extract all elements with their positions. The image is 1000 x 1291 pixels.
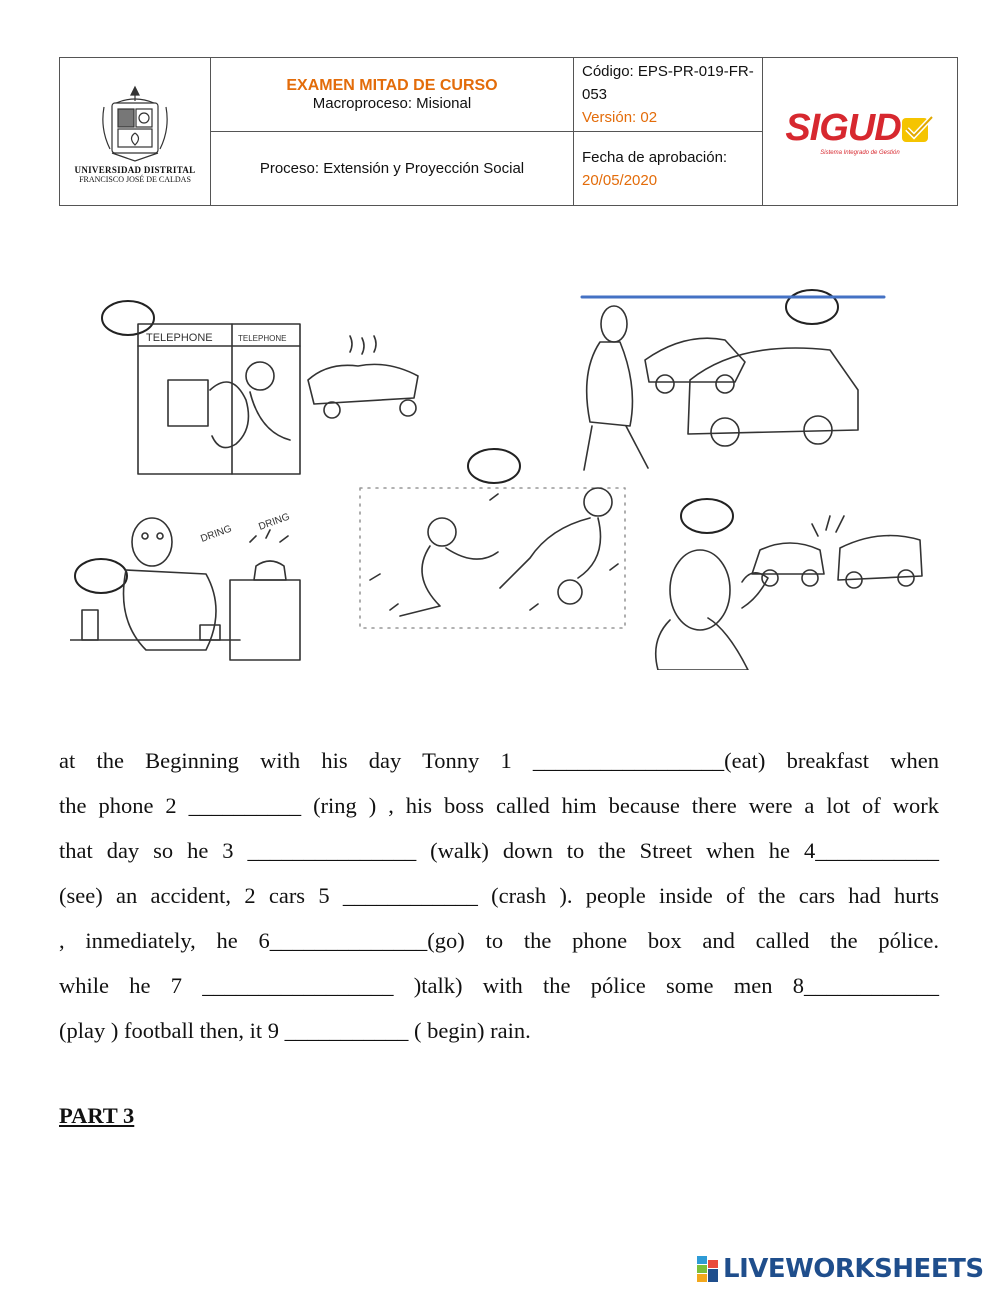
proceso-cell <box>211 132 574 206</box>
answer-bubble-2[interactable] <box>786 290 838 324</box>
answer-bubble-4[interactable] <box>681 499 733 533</box>
car-crash-scene <box>656 516 922 670</box>
liveworksheets-blocks-icon <box>697 1256 719 1282</box>
sigud-logo-text: SIGUD <box>785 107 901 149</box>
walking-man-scene <box>582 297 884 470</box>
answer-bubble-3[interactable] <box>468 449 520 483</box>
exam-title: EXAMEN MITAD DE CURSO <box>286 77 498 94</box>
fecha-cell <box>574 132 763 206</box>
part-heading: PART 3 <box>59 1103 135 1128</box>
paragraph-line-5: , inmediately, he 6______________(go) to the phone box and called the pólice. <box>59 928 939 953</box>
sigud-subtitle: Sistema Integrado de Gestión <box>820 150 900 156</box>
telephone-sign-2: TELEPHONE <box>238 334 287 343</box>
liveworksheets-logo <box>697 1254 984 1284</box>
proceso-label: Proceso: Extensión y Proyección Social <box>259 160 525 177</box>
story-paragraph <box>59 738 939 1053</box>
fecha-label: Fecha de aprobación: <box>582 148 728 166</box>
checkmark-icon <box>901 114 935 144</box>
paragraph-line-7: (play ) football then, it 9 ___________ ( begin) rain. <box>59 1018 531 1043</box>
university-name-line2: FRANCISCO JOSÉ DE CALDAS <box>79 175 191 184</box>
answer-bubble-5[interactable] <box>75 559 127 593</box>
exam-title-cell <box>211 58 574 132</box>
dring-sound-1: DRING <box>199 523 234 545</box>
sigud-logo-cell <box>763 58 958 206</box>
paragraph-line-1: at the Beginning with his day Tonny 1 _________________(eat) breakfast when <box>59 748 939 773</box>
answer-bubble-1[interactable] <box>102 301 154 335</box>
liveworksheets-text: LIVEWORKSHEETS <box>723 1254 984 1284</box>
dring-sound-2: DRING <box>257 511 292 533</box>
codigo-cell <box>574 58 763 132</box>
fecha-value: 20/05/2020 <box>582 171 658 189</box>
telephone-box-scene <box>138 324 418 474</box>
paragraph-line-4: (see) an accident, 2 cars 5 ____________ (crash ). people inside of the cars had hurts <box>59 883 939 908</box>
university-seal-icon <box>96 83 174 165</box>
university-logo-cell <box>60 58 211 206</box>
story-illustration <box>70 280 930 670</box>
football-rain-scene <box>360 488 625 628</box>
macroproceso-label: Macroproceso: Misional <box>312 95 472 112</box>
codigo-label: Código: EPS-PR-019-FR-053 <box>582 63 754 103</box>
university-name-line1: UNIVERSIDAD DISTRITAL <box>74 165 196 175</box>
paragraph-line-6: while he 7 _________________ )talk) with the pólice some men 8____________ <box>59 973 939 998</box>
document-header-table <box>59 57 958 206</box>
paragraph-line-3: that day so he 3 _______________ (walk) down to the Street when he 4___________ <box>59 838 939 863</box>
paragraph-line-2: the phone 2 __________ (ring ) , his boss called him because there were a lot of work <box>59 793 939 818</box>
version-label: Versión: 02 <box>582 109 658 126</box>
telephone-sign-1: TELEPHONE <box>146 332 213 344</box>
